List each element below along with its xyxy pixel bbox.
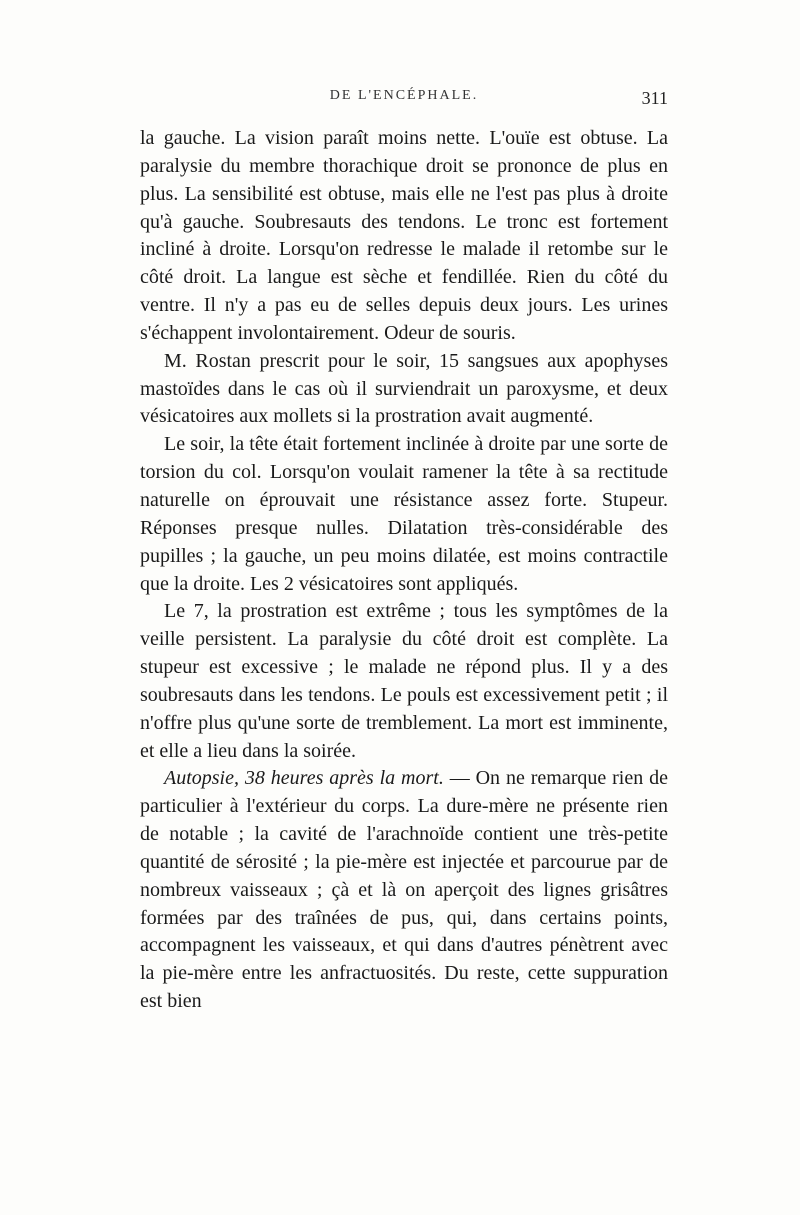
paragraph-3: Le soir, la tête était fortement inclinée à droite par une sorte de torsion du col. Lorsqu'on voulait ramener la tête à sa rectitude naturelle on éprouvait une résistance assez forte. Stupeur. Réponses presque nulles. Dilatation très-considérable des pupilles ; la gauche, un peu moins dilatée, est moins contractile que la droite. Les 2 vésicatoires sont appliqués. (140, 433, 668, 595)
paragraph-2: M. Rostan prescrit pour le soir, 15 sangsues aux apophyses mastoïdes dans le cas où il surviendrait un paroxysme, et deux vésicatoires aux mollets si la prostration avait augmenté. (140, 349, 668, 428)
paragraph-1: la gauche. La vision paraît moins nette. L'ouïe est obtuse. La paralysie du membre thorachique droit se prononce de plus en plus. La sensibilité est obtuse, mais elle ne l'est pas plus à droite qu'à gauche. Soubresauts des tendons. Le tronc est fortement incliné à droite. Lorsqu'on redresse le malade il retombe sur le côté droit. La langue est sèche et fendillée. Rien du côté du ventre. Il n'y a pas eu de selles depuis deux jours. Les urines s'échappent involontairement. Odeur de souris. (140, 127, 668, 344)
running-head: DE L'ENCÉPHALE. (329, 88, 479, 103)
autopsy-label: Autopsie, 38 heures après la mort. (164, 767, 444, 790)
page-header (140, 88, 668, 118)
paragraph-4: Le 7, la prostration est extrême ; tous les symptômes de la veille persistent. La paralysie du côté droit est complète. La stupeur est excessive ; le malade ne répond plus. Il y a des soubresauts dans les tendons. Le pouls est excessivement petit ; il n'offre plus qu'une sorte de tremblement. La mort est imminente, et elle a lieu dans la soirée. (140, 600, 668, 762)
autopsy-text: — On ne remarque rien de particulier à l'extérieur du corps. La dure-mère ne présente rien de notable ; la cavité de l'arachnoïde contient une très-petite quantité de sérosité ; la pie-mère est injectée et parcourue par de nombreux vaisseaux ; çà et là on aperçoit des lignes grisâtres formées par des traînées de pus, qui, dans certains points, accompagnent les vaisseaux, et qui dans d'autres pénètrent avec la pie-mère entre les anfractuosités. Du reste, cette suppuration est bien (140, 767, 668, 1013)
page-number: 311 (641, 88, 668, 108)
paragraph-autopsy (140, 765, 668, 1016)
body-text (140, 125, 668, 1016)
